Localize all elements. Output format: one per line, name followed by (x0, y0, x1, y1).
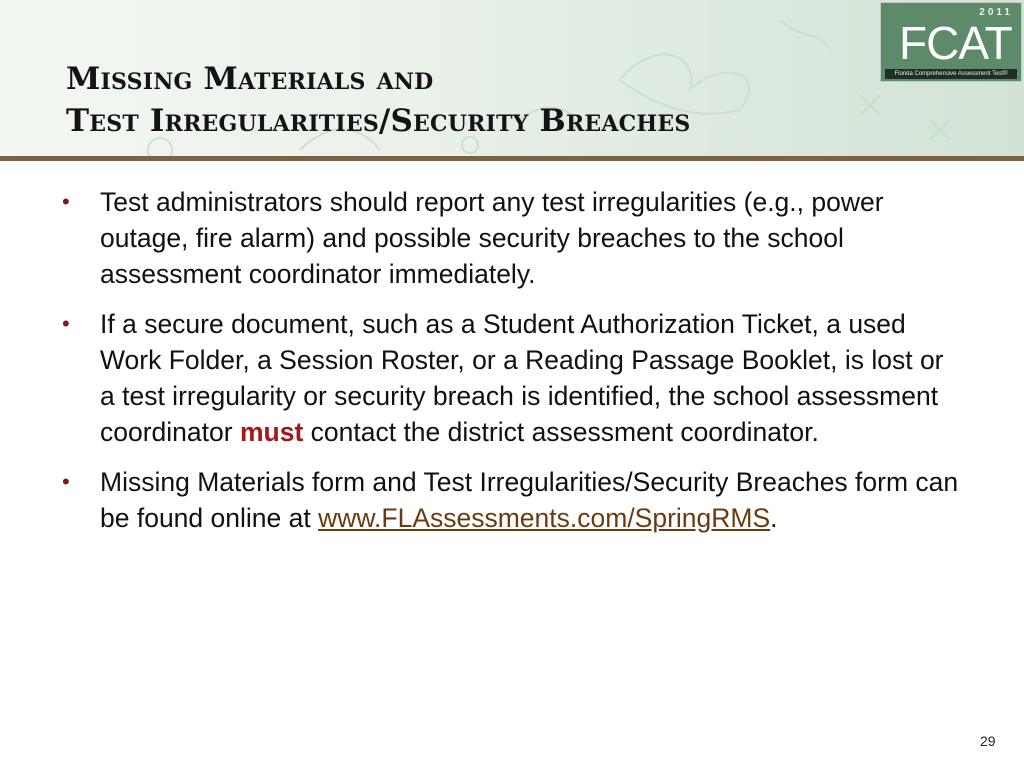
title-line-2: Test Irregularities/Security Breaches (66, 103, 691, 139)
slide-header (0, 0, 1024, 158)
bullet-text-after: . (770, 503, 778, 533)
springrms-link[interactable]: www.FLAssessments.com/SpringRMS (318, 503, 771, 533)
bullet-list (62, 184, 962, 550)
page-number: 29 (980, 733, 996, 749)
bullet-text-before: If a secure document, such as a Student Authorization Ticket, a used Work Folder, a Session Roster, or a Reading Passage Booklet, is lost or a test irregularity or security breach is identified, the school assessment coordinator (100, 309, 944, 447)
header-divider (0, 156, 1024, 161)
slide-title (66, 58, 690, 142)
bullet-text-before: Missing Materials form and Test Irregularities/Security Breaches form can be found online at (100, 467, 959, 533)
logo-subtitle: Florida Comprehensive Assessment Test® (885, 69, 1017, 79)
bullet-item-forms-online (62, 464, 962, 536)
bullet-item-secure-document (62, 306, 962, 450)
bullet-dot-icon: • (62, 189, 70, 214)
logo-text: FCAT (899, 17, 1012, 69)
emphasis-must: must (239, 417, 304, 447)
bullet-text-after: contact the district assessment coordinator. (303, 417, 819, 447)
bullet-dot-icon: • (62, 469, 70, 494)
fcat-logo (880, 2, 1022, 82)
title-line-1: Missing Materials and (66, 61, 434, 97)
bullet-text: Test administrators should report any test irregularities (e.g., power outage, fire alarm) and possible security breaches to the school assessment coordinator immediately. (100, 187, 884, 289)
bullet-item-report (62, 184, 962, 292)
bullet-dot-icon: • (62, 311, 70, 336)
logo-year: 2011 (979, 7, 1013, 18)
